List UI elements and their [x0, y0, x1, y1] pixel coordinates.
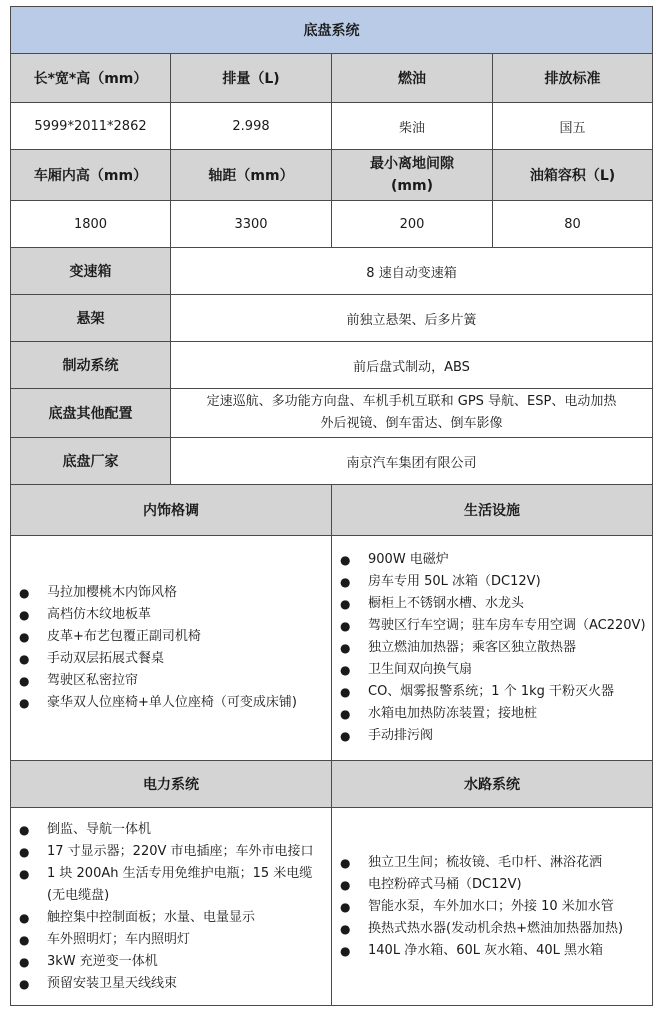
page-title: 底盘系统: [10, 6, 653, 54]
chassis-other-line2: 外后视镜、倒车雷达、倒车影像: [320, 416, 503, 431]
spec-header-displacement: 排量（L): [170, 53, 332, 103]
list-item: ● 手动排污阀: [340, 725, 646, 747]
spec-value-cabin-height: 1800: [10, 200, 171, 248]
row-value-transmission: 8 速自动变速箱: [170, 247, 653, 295]
row-value-chassis-other: [170, 388, 653, 438]
interior-list-cell: [10, 535, 332, 761]
list-item: ● 房车专用 50L 冰箱（DC12V): [340, 571, 646, 593]
water-list: [332, 852, 652, 962]
living-list-cell: [331, 535, 653, 761]
list-item: ● CO、烟雾报警系统；1 个 1kg 干粉灭火器: [340, 681, 646, 703]
spec-value-displacement: 2.998: [170, 102, 332, 150]
row-label-manufacturer: 底盘厂家: [10, 437, 171, 485]
row-label-transmission: 变速箱: [10, 247, 171, 295]
list-item: ● 车外照明灯；车内照明灯: [19, 929, 325, 951]
interior-list: [11, 582, 331, 714]
list-item: ● 高档仿木纹地板革: [19, 604, 325, 626]
list-item: ● 豪华双人位座椅+单人位座椅（可变成床铺): [19, 692, 325, 714]
list-item: ● 皮革+布艺包覆正副司机椅: [19, 626, 325, 648]
spec-header-emission: 排放标准: [492, 53, 653, 103]
list-item: ● 独立燃油加热器；乘客区独立散热器: [340, 637, 646, 659]
list-item: ● 水箱电加热防冻装置；接地桩: [340, 703, 646, 725]
spec-value-ground-clearance: 200: [331, 200, 493, 248]
spec-header-dimensions: 长*宽*高（mm）: [10, 53, 171, 103]
section-header-power: 电力系统: [10, 760, 332, 808]
row-value-manufacturer: 南京汽车集团有限公司: [170, 437, 653, 485]
spec-value-dimensions: 5999*2011*2862: [10, 102, 171, 150]
list-item: ● 智能水泵，车外加水口；外接 10 米加水管: [340, 896, 646, 918]
row-label-suspension: 悬架: [10, 294, 171, 342]
clearance-label-line2: (mm): [391, 178, 433, 194]
list-item: ● 换热式热水器(发动机余热+燃油加热器加热): [340, 918, 646, 940]
row-value-brakes: 前后盘式制动，ABS: [170, 341, 653, 389]
section-header-interior: 内饰格调: [10, 484, 332, 536]
section-header-living: 生活设施: [331, 484, 653, 536]
list-item: ● 900W 电磁炉: [340, 549, 646, 571]
spec-header-cabin-height: 车厢内高（mm）: [10, 149, 171, 201]
list-item: ● 马拉加樱桃木内饰风格: [19, 582, 325, 604]
list-item: ● 140L 净水箱、60L 灰水箱、40L 黑水箱: [340, 940, 646, 962]
section-header-water: 水路系统: [331, 760, 653, 808]
spec-value-wheelbase: 3300: [170, 200, 332, 248]
row-label-chassis-other: 底盘其他配置: [10, 388, 171, 438]
spec-header-ground-clearance: [331, 149, 493, 201]
list-item: ● 预留安装卫星天线线束: [19, 973, 325, 995]
water-list-cell: [331, 807, 653, 1006]
list-item: ● 触控集中控制面板；水量、电量显示: [19, 907, 325, 929]
power-list-cell: [10, 807, 332, 1006]
living-list: [332, 549, 652, 747]
list-item: ● 电控粉碎式马桶（DC12V): [340, 874, 646, 896]
spec-value-fuel: 柴油: [331, 102, 493, 150]
list-item: ● 橱柜上不锈钢水槽、水龙头: [340, 593, 646, 615]
row-value-suspension: 前独立悬架、后多片簧: [170, 294, 653, 342]
power-list: [11, 819, 331, 995]
spec-header-fuel: 燃油: [331, 53, 493, 103]
list-item: ● 17 寸显示器；220V 市电插座；车外市电接口: [19, 841, 325, 863]
clearance-label-line1: 最小离地间隙: [370, 156, 454, 172]
list-item: ● 倒监、导航一体机: [19, 819, 325, 841]
list-item: ● 驾驶区私密拉帘: [19, 670, 325, 692]
list-item: ● 手动双层拓展式餐桌: [19, 648, 325, 670]
chassis-other-line1: 定速巡航、多功能方向盘、车机手机互联和 GPS 导航、ESP、电动加热: [206, 394, 617, 409]
list-item: ● 卫生间双向换气扇: [340, 659, 646, 681]
list-item: ● 1 块 200Ah 生活专用免维护电瓶；15 米电缆(无电缆盘): [19, 863, 325, 907]
spec-value-emission: 国五: [492, 102, 653, 150]
spec-header-tank-capacity: 油箱容积（L): [492, 149, 653, 201]
list-item: ● 3kW 充逆变一体机: [19, 951, 325, 973]
spec-header-wheelbase: 轴距（mm）: [170, 149, 332, 201]
spec-value-tank-capacity: 80: [492, 200, 653, 248]
list-item: ● 独立卫生间；梳妆镜、毛巾杆、淋浴花洒: [340, 852, 646, 874]
row-label-brakes: 制动系统: [10, 341, 171, 389]
list-item: ● 驾驶区行车空调；驻车房车专用空调（AC220V): [340, 615, 646, 637]
spec-sheet: [10, 6, 653, 1006]
